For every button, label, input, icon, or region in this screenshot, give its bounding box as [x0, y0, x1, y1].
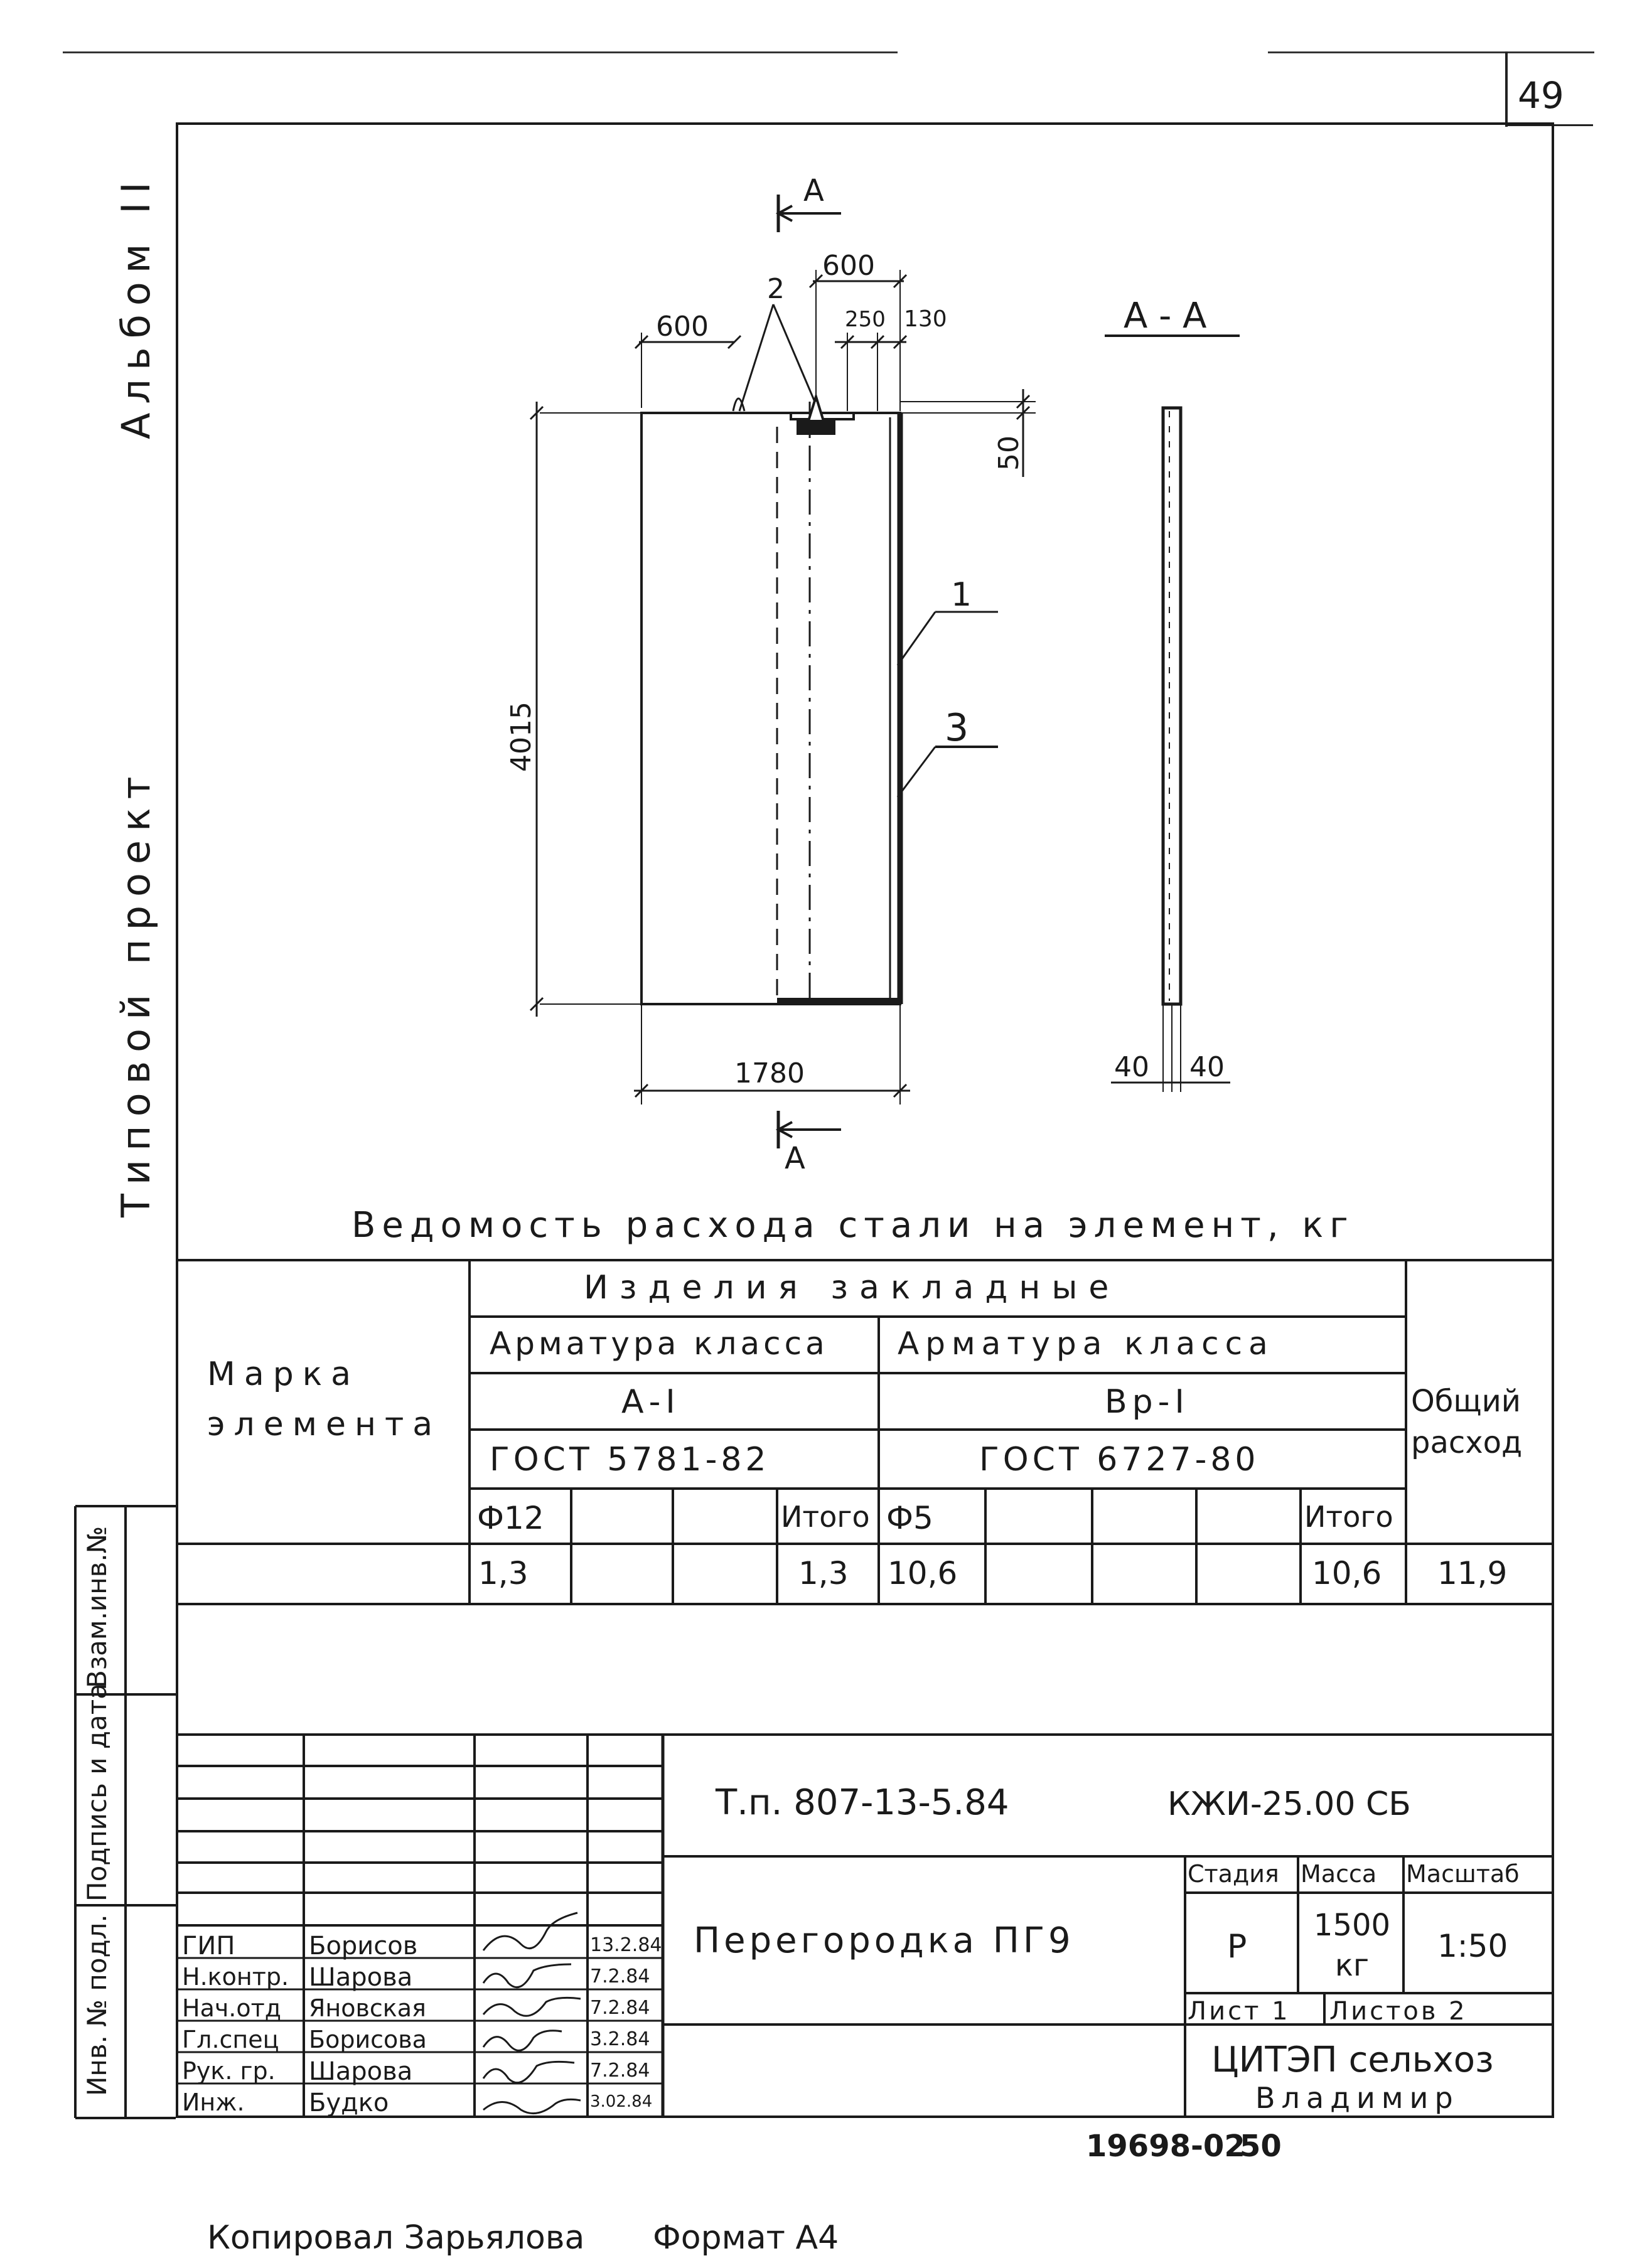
- sig-name: Будко: [309, 2089, 389, 2117]
- grade-right: Вр-I: [1105, 1383, 1189, 1421]
- dim-600-top: 600: [822, 250, 875, 282]
- signature-nachotd: [483, 1998, 581, 2016]
- sig-date: 3.02.84: [590, 2092, 653, 2111]
- archive-number: 19698-02: [1086, 2129, 1245, 2164]
- total-header: Общий расход: [1411, 1384, 1523, 1460]
- side-stamp-podpis-data: Подпись и дата: [82, 1683, 112, 1902]
- sig-name: Борисов: [309, 1932, 418, 1960]
- album-label: Альбом II: [113, 173, 159, 439]
- mass-value: 1500 кг: [1313, 1908, 1391, 1983]
- dim-600-left: 600: [656, 311, 709, 343]
- scale-label: Масштаб: [1406, 1860, 1520, 1888]
- diam-right: Ф5: [886, 1500, 933, 1536]
- sig-name: Шарова: [309, 2057, 413, 2086]
- dim-4015: 4015: [505, 702, 537, 772]
- dim-40-left: 40: [1114, 1051, 1149, 1083]
- project-type-label: Типовой проект: [113, 768, 159, 1217]
- value-a1-total: 1,3: [798, 1555, 849, 1591]
- class-left: Арматура класса: [490, 1325, 829, 1362]
- dim-1780: 1780: [734, 1057, 805, 1089]
- sig-name: Борисова: [309, 2026, 427, 2053]
- sheet-code: КЖИ-25.00 СБ: [1167, 1785, 1411, 1823]
- sig-role: ГИП: [182, 1932, 235, 1960]
- signature-inzh: [483, 2099, 581, 2113]
- element-name: Перегородка ПГ9: [694, 1920, 1075, 1961]
- dim-50: 50: [993, 436, 1025, 471]
- callout-1: 1: [951, 576, 972, 614]
- grade-left: А-I: [621, 1383, 680, 1421]
- sheet-label: Лист 1: [1188, 1997, 1291, 2026]
- footer-page-number: 50: [1240, 2129, 1282, 2164]
- stage-label: Стадия: [1188, 1860, 1279, 1888]
- class-right: Арматура класса: [898, 1325, 1274, 1362]
- sig-name: Яновская: [309, 1994, 426, 2022]
- signature-glspec: [483, 2031, 562, 2051]
- value-bp1-d5: 10,6: [888, 1555, 958, 1591]
- gost-right: ГОСТ 6727-80: [979, 1441, 1260, 1479]
- mark-header: Марка элемента: [207, 1356, 442, 1443]
- copied-by: Копировал Зарьялова: [207, 2219, 585, 2257]
- sheets-label: Листов 2: [1329, 1997, 1468, 2026]
- stage-value: Р: [1227, 1928, 1247, 1966]
- sig-name: Шарова: [309, 1963, 413, 1992]
- signature-nkontr: [483, 1964, 571, 1987]
- page-number: 49: [1518, 74, 1564, 117]
- steel-table-title: Ведомость расхода стали на элемент, кг: [351, 1205, 1355, 1246]
- itogo-right: Итого: [1304, 1500, 1393, 1534]
- dim-130: 130: [904, 306, 947, 332]
- scale-value: 1:50: [1437, 1928, 1508, 1964]
- sig-role: Нач.отд: [182, 1994, 282, 2022]
- sig-date: 7.2.84: [590, 1966, 650, 1987]
- dim-250: 250: [845, 307, 886, 332]
- diam-left: Ф12: [477, 1500, 544, 1536]
- value-a1-d12: 1,3: [478, 1555, 529, 1591]
- gost-left: ГОСТ 5781-82: [490, 1441, 770, 1479]
- section-title: А - А: [1124, 296, 1207, 336]
- format-label: Формат А4: [653, 2219, 839, 2257]
- callout-3: 3: [945, 706, 969, 750]
- side-stamp-inv-podl: Инв. № подл.: [82, 1914, 112, 2096]
- document-code: Т.п. 807-13-5.84: [716, 1782, 1009, 1823]
- callout-2: 2: [767, 273, 785, 305]
- signature-rukgr: [483, 2062, 574, 2082]
- value-overall-total: 11,9: [1437, 1555, 1508, 1591]
- sig-role: Рук. гр.: [182, 2057, 276, 2085]
- section-mark-bottom: А: [785, 1141, 805, 1176]
- mass-label: Масса: [1301, 1860, 1377, 1888]
- sig-date: 13.2.84: [590, 1934, 662, 1956]
- sig-date: 7.2.84: [590, 2060, 650, 2082]
- organization-line-2: Владимир: [1255, 2081, 1459, 2115]
- side-stamp-vzam-inv: Взам.инв.№: [82, 1526, 112, 1688]
- value-bp1-total: 10,6: [1312, 1555, 1382, 1591]
- signature-gip: [483, 1913, 577, 1950]
- sig-date: 3.2.84: [590, 2028, 650, 2050]
- sig-role: Гл.спец: [182, 2026, 279, 2053]
- sig-role: Н.контр.: [182, 1963, 289, 1991]
- itogo-left: Итого: [781, 1500, 870, 1534]
- group-header: Изделия закладные: [584, 1269, 1120, 1307]
- section-mark-top: А: [803, 173, 824, 208]
- sig-date: 7.2.84: [590, 1997, 650, 2019]
- organization-line-1: ЦИТЭП сельхоз: [1211, 2040, 1494, 2080]
- dim-40-right: 40: [1189, 1051, 1225, 1083]
- sig-role: Инж.: [182, 2089, 245, 2116]
